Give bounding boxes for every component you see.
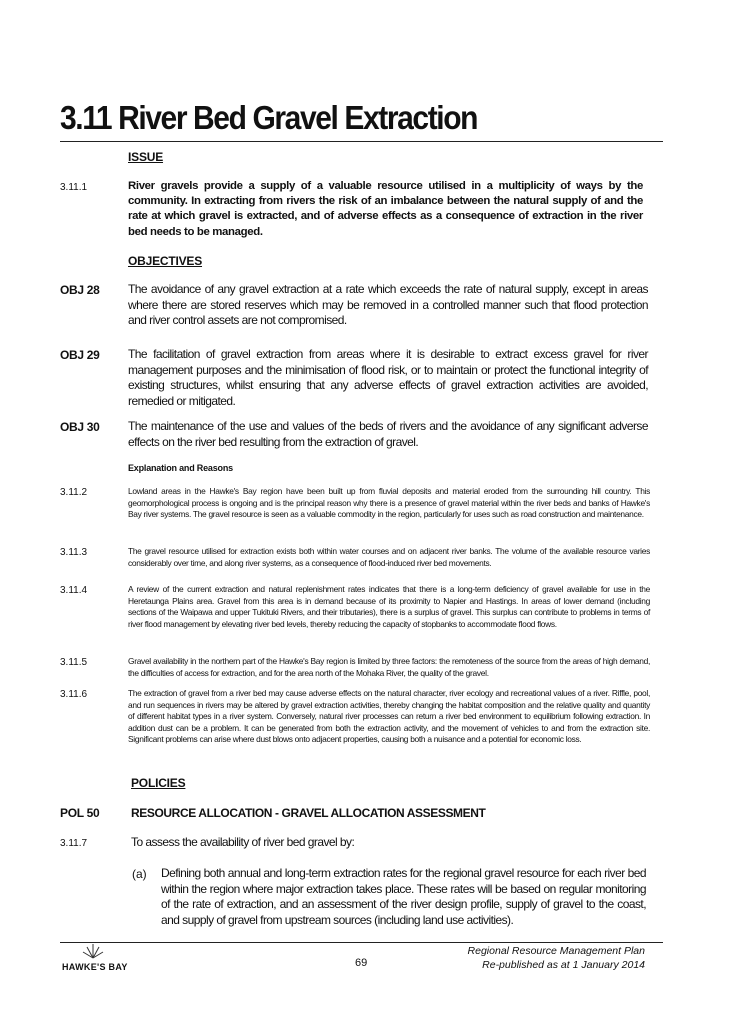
policy-intro: To assess the availability of river bed gravel by:	[131, 835, 355, 849]
explanation-number: 3.11.3	[60, 547, 88, 558]
hawkes-bay-logo-icon	[80, 940, 106, 960]
policy-number: 3.11.7	[60, 838, 88, 849]
policy-ref: POL 50	[60, 806, 100, 820]
objective-text: The maintenance of the use and values of the beds of rivers and the avoidance of any significant adverse effects on the river bed resulting from the extraction of gravel.	[128, 419, 648, 449]
title-divider	[60, 141, 663, 142]
objective-ref: OBJ 29	[60, 348, 100, 362]
explanation-number: 3.11.4	[60, 585, 88, 596]
explanation-number: 3.11.2	[60, 487, 88, 498]
explanation-text: The gravel resource utilised for extraction exists both within water courses and on adjacent river banks. The volume of the available resource varies considerably over time, and along river systems, as a consequence of flood-induced river bed movements.	[128, 546, 650, 568]
explanation-text: The extraction of gravel from a river bed may cause adverse effects on the natural character, river ecology and recreational values of a river. Riffle, pool, and run sequences in rivers may be altered by gravel extraction activities, thereby changing the habitat composition and the relative quality and quantity of different habitat types in a river system. Conversely, natural river processes can return a river bed environment to equilibrium following extraction. In addition dust can be a problem. It can be generated from both the extraction activity, and the movement of vehicles to and from the extraction site. Significant problems can arise where dust blows onto adjacent properties, causing both a nuisance and a potential for economic loss.	[128, 688, 650, 744]
policy-title: RESOURCE ALLOCATION - GRAVEL ALLOCATION ASSESSMENT	[131, 806, 486, 820]
logo-text: HAWKE'S BAY	[62, 962, 128, 972]
policy-item-label: (a)	[132, 867, 147, 881]
explanation-text: Gravel availability in the northern part of the Hawke's Bay region is limited by three factors: the remoteness of the source from the areas of high demand, the difficulties of access for extraction, and for the area north of the Mohaka River, the quality of the gravel.	[128, 656, 650, 678]
republished-date: Re-published as at 1 January 2014	[482, 959, 645, 971]
page-title: 3.11 River Bed Gravel Extraction	[60, 100, 478, 137]
objective-ref: OBJ 28	[60, 283, 100, 297]
footer-plan-info	[468, 944, 645, 972]
page-number: 69	[355, 957, 368, 969]
explanation-text: A review of the current extraction and natural replenishment rates indicates that there is a long-term deficiency of gravel available for use in the Heretaunga Plains area. Gravel from this area is in demand because of its proximity to Napier and Hastings. In areas of lower demand (including sections of the Waipawa and upper Tukituki Rivers, and their tributaries), there is a surplus of gravel. This surplus can contribute to problems in terms of river flood management by elevating river bed levels, thereby reducing the capacity of stopbanks to accommodate flood flows.	[128, 584, 650, 629]
policy-item-text: Defining both annual and long-term extraction rates for the regional gravel resource for each river bed within the region where major extraction takes place. These rates will be based on regular monitoring of the rate of extraction, and an assessment of the river design profile, supply of gravel to the coast, and supply of gravel from upstream sources (including land use activities).	[161, 866, 646, 927]
issue-heading: ISSUE	[128, 150, 164, 164]
explanation-number: 3.11.6	[60, 689, 88, 700]
objective-ref: OBJ 30	[60, 420, 100, 434]
issue-number: 3.11.1	[60, 182, 88, 193]
explanation-number: 3.11.5	[60, 657, 88, 668]
objectives-heading: OBJECTIVES	[128, 254, 203, 268]
objective-text: The avoidance of any gravel extraction at a rate which exceeds the rate of natural supply, except in areas where there are stored reserves which may be removed in a controlled manner such that flood protection and river control assets are not compromised.	[128, 282, 648, 328]
explanation-heading: Explanation and Reasons	[128, 463, 233, 473]
issue-text: River gravels provide a supply of a valuable resource utilised in a multiplicity of ways by the community. In extracting from rivers the risk of an imbalance between the natural supply of and the rate at which gravel is extracted, and of adverse effects as a consequence of extraction in the river bed needs to be managed.	[128, 180, 643, 238]
footer-divider	[60, 942, 663, 943]
objective-text: The facilitation of gravel extraction from areas where it is desirable to extract excess gravel for river management purposes and the minimisation of flood risk, or to maintain or protect the functional integrity of existing structures, whilst ensuring that any adverse effects of gravel extraction activities are avoided, remedied or mitigated.	[128, 347, 648, 408]
plan-title: Regional Resource Management Plan	[467, 945, 645, 957]
explanation-text: Lowland areas in the Hawke's Bay region have been built up from fluvial deposits and material eroded from the surrounding hill country. This geomorphological process is ongoing and is the principal reason why there is a presence of gravel material within the river beds and banks of Hawke's Bay river systems. The gravel resource is seen as a valuable commodity in the region, particularly for uses such as road construction and maintenance.	[128, 486, 650, 519]
policies-heading: POLICIES	[131, 776, 186, 790]
